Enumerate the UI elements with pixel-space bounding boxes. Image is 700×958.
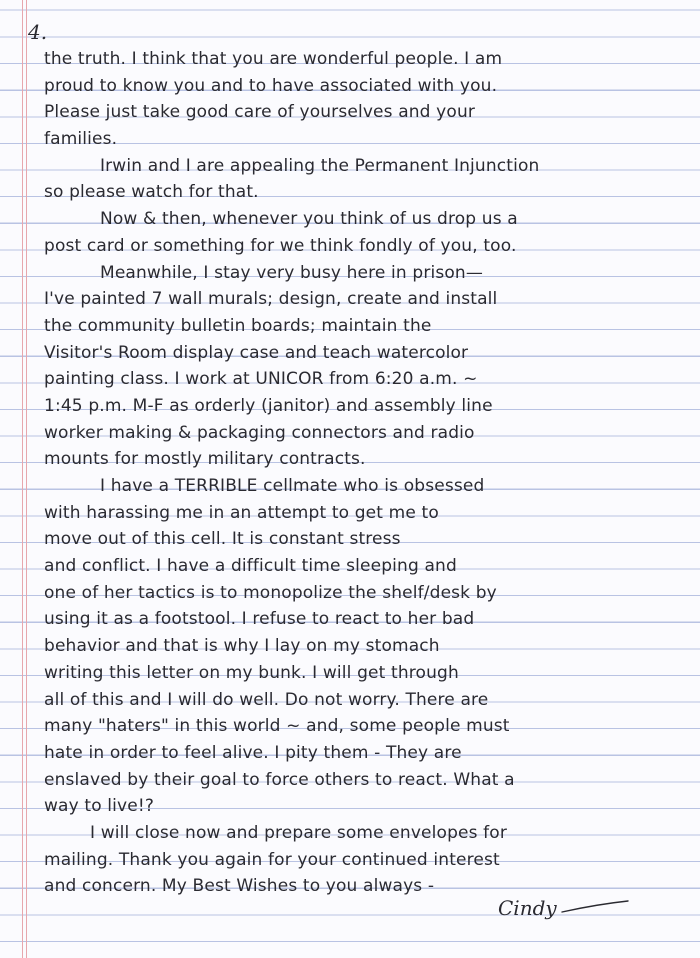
letter-line: behavior and that is why I lay on my stomach: [44, 636, 440, 657]
letter-line: Visitor's Room display case and teach watercolor: [44, 342, 469, 363]
letter-line: proud to know you and to have associated with you.: [44, 75, 498, 96]
letter-line: I will close now and prepare some envelopes for: [90, 822, 508, 843]
letter-body: [0, 46, 700, 900]
letter-line: way to live!?: [44, 796, 155, 817]
letter-line: mailing. Thank you again for your continued interest: [44, 849, 500, 870]
letter-line: move out of this cell. It is constant stress: [44, 529, 401, 550]
signature-flourish: [560, 898, 630, 916]
letter-line: hate in order to feel alive. I pity them - They are: [44, 742, 462, 763]
letter-line: all of this and I will do well. Do not worry. There are: [44, 689, 489, 710]
letter-line: families.: [44, 129, 118, 150]
letter-line: 1:45 p.m. M-F as orderly (janitor) and assembly line: [44, 395, 493, 416]
letter-line: Now & then, whenever you think of us drop us a: [100, 209, 518, 230]
letter-line: enslaved by their goal to force others to react. What a: [44, 769, 515, 790]
letter-line: so please watch for that.: [44, 182, 259, 203]
letter-line: and conflict. I have a difficult time sleeping and: [44, 556, 457, 577]
letter-line: the truth. I think that you are wonderful people. I am: [44, 49, 503, 69]
letter-line: one of her tactics is to monopolize the shelf/desk by: [44, 582, 497, 603]
letter-line: I have a TERRIBLE cellmate who is obsessed: [100, 476, 485, 496]
letter-line: Meanwhile, I stay very busy here in prison—: [100, 262, 483, 283]
letter-line: the community bulletin boards; maintain the: [44, 315, 432, 336]
letter-line: and concern. My Best Wishes to you always -: [44, 876, 435, 897]
signature: Cindy: [498, 896, 557, 920]
letter-line: mounts for mostly military contracts.: [44, 449, 366, 470]
letter-line: Please just take good care of yourselves and your: [44, 102, 476, 123]
letter-line: painting class. I work at UNICOR from 6:20 a.m. ~: [44, 369, 478, 390]
letter-line: worker making & packaging connectors and radio: [44, 422, 475, 443]
letter-line: post card or something for we think fondly of you, too.: [44, 235, 517, 256]
letter-line: I've painted 7 wall murals; design, create and install: [44, 289, 498, 310]
letter-line: using it as a footstool. I refuse to react to her bad: [44, 609, 475, 630]
letter-line: many "haters" in this world ~ and, some people must: [44, 716, 510, 737]
letter-line: Irwin and I are appealing the Permanent Injunction: [100, 155, 540, 176]
page-number: 4.: [28, 20, 48, 44]
letter-line: with harassing me in an attempt to get me to: [44, 502, 439, 523]
letter-line: writing this letter on my bunk. I will get through: [44, 662, 459, 683]
